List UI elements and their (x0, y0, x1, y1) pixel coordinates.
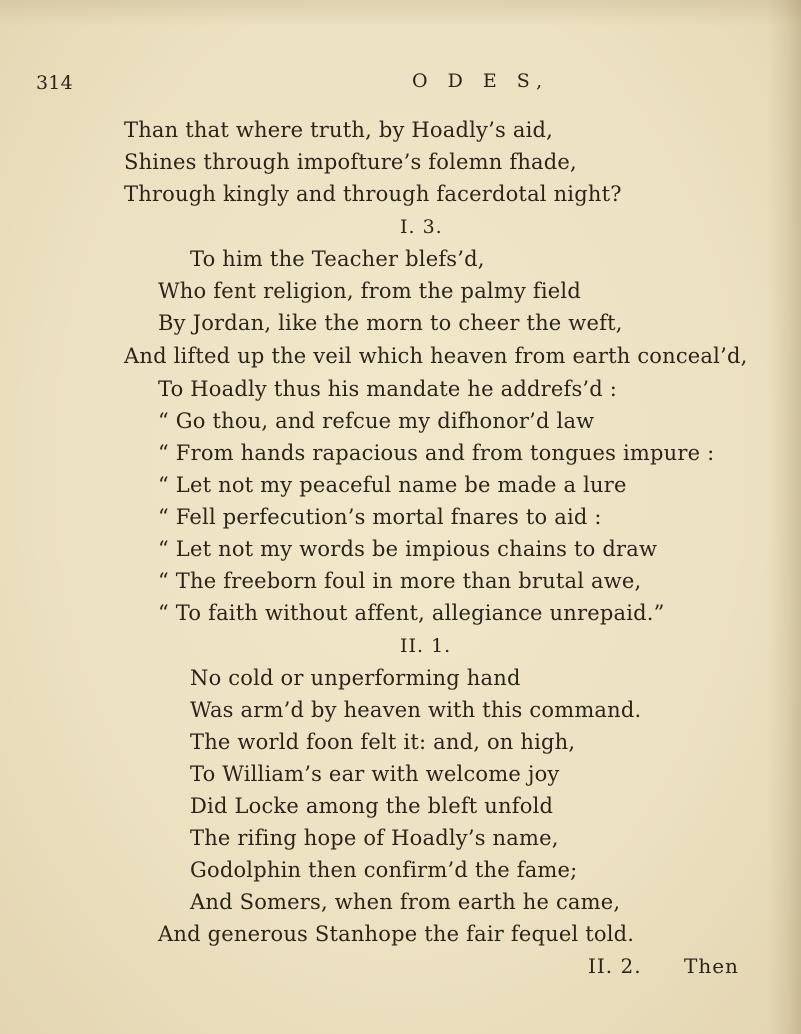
verse-line: Godolphin then confirm’d the fame; (190, 858, 578, 882)
stanza-number: I. 3. (400, 216, 443, 238)
verse-line: “ From hands rapacious and from tongues impure : (158, 441, 715, 465)
verse-line: Who fent religion, from the palmy field (158, 279, 581, 303)
verse-line: Through kingly and through facerdotal night? (124, 182, 622, 206)
verse-line: “ Let not my peaceful name be made a lure (158, 473, 627, 497)
page-number: 314 (36, 72, 73, 94)
verse-line: Than that where truth, by Hoadly’s aid, (124, 118, 553, 142)
verse-line: Did Locke among the bleft unfold (190, 794, 554, 818)
catchword: Then (684, 954, 739, 978)
verse-line: And generous Stanhope the fair fequel told. (158, 922, 635, 946)
page-right-shadow (767, 0, 801, 1034)
verse-line: To William’s ear with welcome joy (190, 762, 560, 786)
verse-line: And lifted up the veil which heaven from earth conceal’d, (124, 344, 748, 368)
verse-line: To Hoadly thus his mandate he addrefs’d : (158, 377, 618, 401)
verse-line: To him the Teacher blefs’d, (190, 247, 485, 271)
verse-line: By Jordan, like the morn to cheer the weft, (158, 311, 623, 335)
verse-line: No cold or unperforming hand (190, 666, 521, 690)
verse-line: “ The freeborn foul in more than brutal awe, (158, 569, 642, 593)
catchword-signature: II. 2. (588, 954, 642, 978)
verse-line: “ Fell perfecution’s mortal fnares to aid : (158, 505, 602, 529)
verse-line: Was arm’d by heaven with this command. (190, 698, 642, 722)
verse-line: “ To faith without affent, allegiance unrepaid.” (158, 601, 665, 625)
verse-line: The world foon felt it: and, on high, (190, 730, 576, 754)
verse-line: And Somers, when from earth he came, (190, 890, 621, 914)
verse-line: “ Go thou, and refcue my difhonor’d law (158, 409, 595, 433)
verse-line: The rifing hope of Hoadly’s name, (190, 826, 559, 850)
verse-line: Shines through impofture’s folemn fhade, (124, 150, 577, 174)
page-top-shadow (0, 0, 801, 26)
verse-line: “ Let not my words be impious chains to draw (158, 537, 658, 561)
running-title: O D E S, (412, 70, 550, 92)
stanza-number: II. 1. (400, 635, 452, 657)
